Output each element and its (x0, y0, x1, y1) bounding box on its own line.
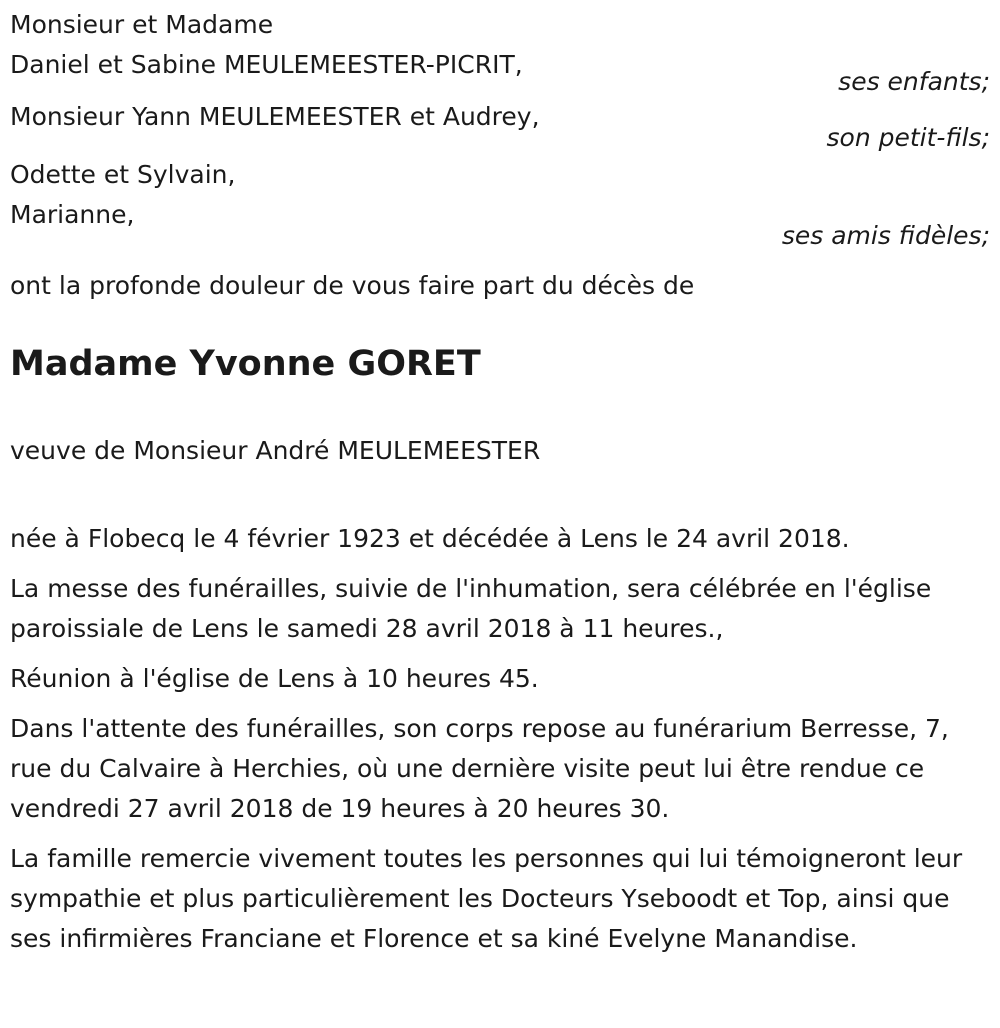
deceased-name: Madame Yvonne GORET (10, 344, 481, 384)
family-name-line: Monsieur et Madame (10, 10, 274, 39)
thanks-paragraph: La famille remercie vivement toutes les personnes qui lui témoigneront leur sympathie et plus particulièrement les Docteurs Yseboodt et Top, ainsi que ses infirmières Franciane et Florence et sa kiné Evelyne Manandise. (10, 844, 963, 953)
relation-label: ses enfants; (838, 67, 990, 96)
meeting-paragraph: Réunion à l'église de Lens à 10 heures 45. (10, 664, 539, 693)
family-group-grandson (10, 97, 990, 155)
relation-label: son petit-fils; (826, 123, 990, 152)
announcement-intro: ont la profonde douleur de vous faire part du décès de (10, 271, 695, 300)
relation-label: ses amis fidèles; (781, 221, 990, 250)
family-name-line: Monsieur Yann MEULEMEESTER et Audrey, (10, 102, 540, 131)
family-name-line: Marianne, (10, 200, 135, 229)
funerarium-paragraph: Dans l'attente des funérailles, son corps repose au funérarium Berresse, 7, rue du Calvaire à Herchies, où une dernière visite peut lui être rendue ce vendredi 27 avril 2018 de 19 heures à 20 heures 30. (10, 714, 949, 823)
widow-of: veuve de Monsieur André MEULEMEESTER (10, 436, 541, 465)
family-name-line: Daniel et Sabine MEULEMEESTER-PICRIT, (10, 50, 523, 79)
birth-death-paragraph: née à Flobecq le 4 février 1923 et décédée à Lens le 24 avril 2018. (10, 524, 850, 553)
family-group-friends (10, 155, 990, 253)
funeral-mass-paragraph: La messe des funérailles, suivie de l'inhumation, sera célébrée en l'église paroissiale de Lens le samedi 28 avril 2018 à 11 heures., (10, 574, 932, 643)
family-name-line: Odette et Sylvain, (10, 160, 236, 189)
family-group-children (10, 5, 990, 99)
